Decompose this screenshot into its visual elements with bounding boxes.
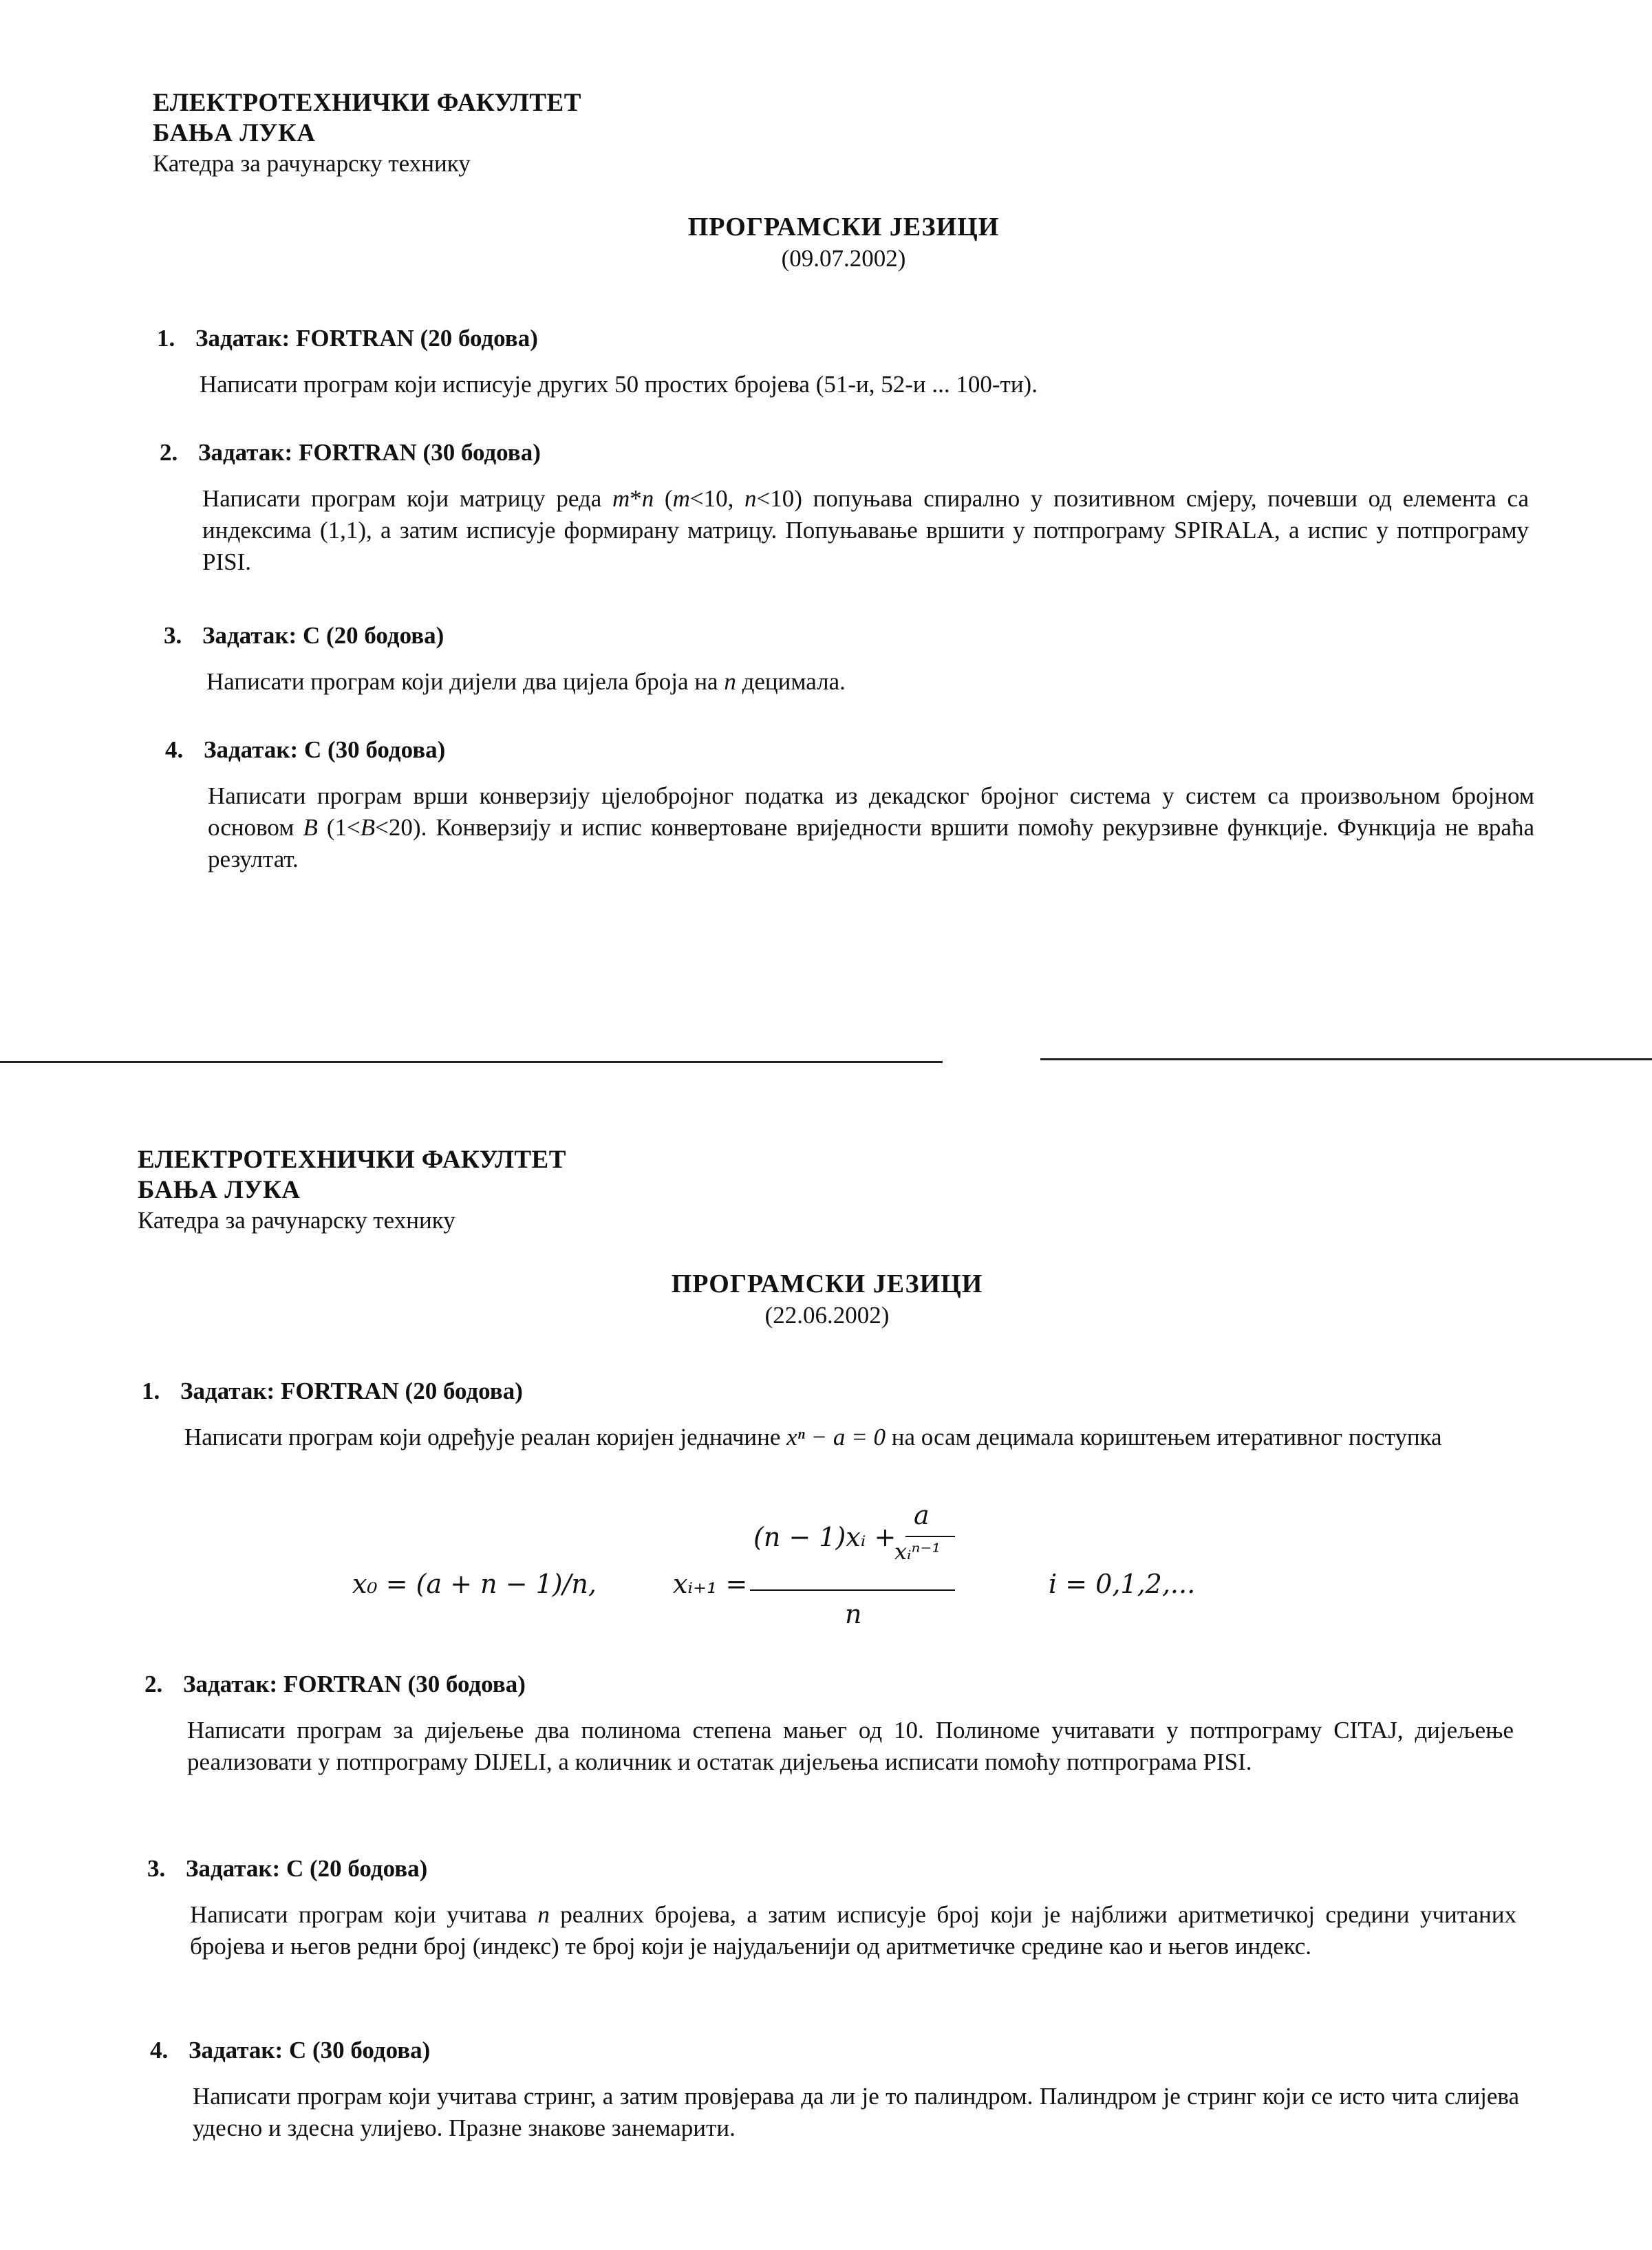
department-name: Катедра за рачунарску технику [138,1207,455,1234]
task-title: Задатак: C (20 бодова) [202,622,444,649]
task-text: Написати програм који матрицу реда m*n (m<10, n<10) попуњава спирално у позитивном смјеру, почевши од елемента са индексима (1,1), а затим исписује формирану матрицу. Попуњавање вршити у потпрограму SPIRALA, а испис у потпрограму PISI. [202,485,1529,575]
sheet-header [153,88,581,179]
city-name: БАЊА ЛУКА [153,119,316,147]
task-text: Написати програм за дијељење два полинома степена мањег од 10. Полиноме учитавати у потпрограму CITAJ, дијељење реализовати у потпрограму DIJELI, а количник и остатак дијељења исписати помоћу потпрограма PISI. [187,1717,1514,1775]
task-1 [157,323,1526,400]
task-title: Задатак: FORTRAN (30 бодова) [183,1671,526,1697]
task-number: 3. [147,1855,166,1882]
task-1 [142,1376,1511,1453]
exam-title: ПРОГРАМСКИ ЈЕЗИЦИ [671,1269,983,1298]
faculty-name: ЕЛЕКТРОТЕХНИЧКИ ФАКУЛТЕТ [153,89,581,117]
formula-small-fraction-bar [905,1536,955,1537]
task-heading [144,1669,1514,1700]
formula-numerator: (n − 1)xᵢ + [753,1522,897,1552]
task-2 [160,438,1529,578]
page-divider-right [1040,1058,1652,1060]
faculty-name: ЕЛЕКТРОТЕХНИЧКИ ФАКУЛТЕТ [138,1146,566,1174]
task-number: 1. [142,1378,160,1404]
task-text: Написати програм који одређује реалан коријен једначине xⁿ − a = 0 на осам децимала кориштењем итеративног поступка [184,1424,1442,1450]
task-heading [147,1854,1516,1884]
task-2 [144,1669,1514,1778]
task-heading [164,621,1533,651]
task-4 [150,2035,1519,2144]
task-number: 1. [157,325,175,352]
task-heading [150,2035,1519,2066]
formula-small-numerator: a [914,1500,930,1530]
formula-index-range: i = 0,1,2,... [1049,1569,1196,1599]
task-text: Написати програм који дијели два цијела броја на n децимала. [206,668,846,695]
task-3 [147,1854,1516,1962]
task-title: Задатак: C (30 бодова) [204,736,446,763]
task-heading [142,1376,1511,1406]
task-heading [157,323,1526,354]
task-text: Написати програм врши конверзију цјелобројног податка из декадског бројног система у систем са произвољном бројном основом B (1<B<20). Конверзију и испис конвертоване вриједности вршити помоћу рекурзивне функције. Функција не враћа резултат. [208,782,1534,872]
formula-denominator: n [845,1599,862,1629]
task-title: Задатак: FORTRAN (20 бодова) [180,1378,523,1404]
department-name: Катедра за рачунарску технику [153,150,471,177]
task-text: Написати програм који исписује других 50 простих бројева (51-и, 52-и ... 100-ти). [200,371,1038,398]
task-title: Задатак: FORTRAN (20 бодова) [195,325,538,352]
exam-sheet-2 [0,1073,1652,2250]
equation-inline: xⁿ − a = 0 [786,1424,886,1450]
sheet-header [138,1145,566,1236]
exam-date: (22.06.2002) [764,1302,890,1329]
exam-title-block [586,1267,1068,1331]
page-divider-left [0,1061,943,1063]
task-number: 4. [150,2037,169,2064]
task-title: Задатак: C (20 бодова) [186,1855,428,1882]
task-3 [164,621,1533,698]
task-text: Написати програм који учитава n реалних бројева, а затим исписује број који је најближи аритметичкој средини учитаних бројева и његов редни број (индекс) те број који је најудаљенији од аритметичке средине као и његов индекс. [190,1901,1516,1960]
task-number: 4. [165,736,184,763]
task-number: 3. [164,622,182,649]
task-4 [165,735,1534,875]
exam-title: ПРОГРАМСКИ ЈЕЗИЦИ [687,213,1000,242]
exam-title-block [603,211,1084,274]
exam-date: (09.07.2002) [781,245,906,272]
formula-fraction-bar [750,1589,955,1591]
task-number: 2. [144,1671,163,1697]
task-text: Написати програм који учитава стринг, а затим провјерава да ли је то палиндром. Палиндром је стринг који се исто чита слијева удесно и здесна улијево. Празне знакове занемарити. [193,2083,1519,2141]
task-title: Задатак: C (30 бодова) [189,2037,431,2064]
formula-lhs: xᵢ₊₁ = [673,1569,748,1599]
city-name: БАЊА ЛУКА [138,1176,301,1204]
formula-small-denominator: xᵢⁿ⁻¹ [894,1539,941,1565]
task-title: Задатак: FORTRAN (30 бодова) [198,439,541,466]
task-heading [165,735,1534,765]
task-number: 2. [160,439,178,466]
exam-sheet-1 [0,0,1652,1046]
task-heading [160,438,1529,468]
formula-initial-value: x₀ = (a + n − 1)/n, [352,1569,597,1599]
